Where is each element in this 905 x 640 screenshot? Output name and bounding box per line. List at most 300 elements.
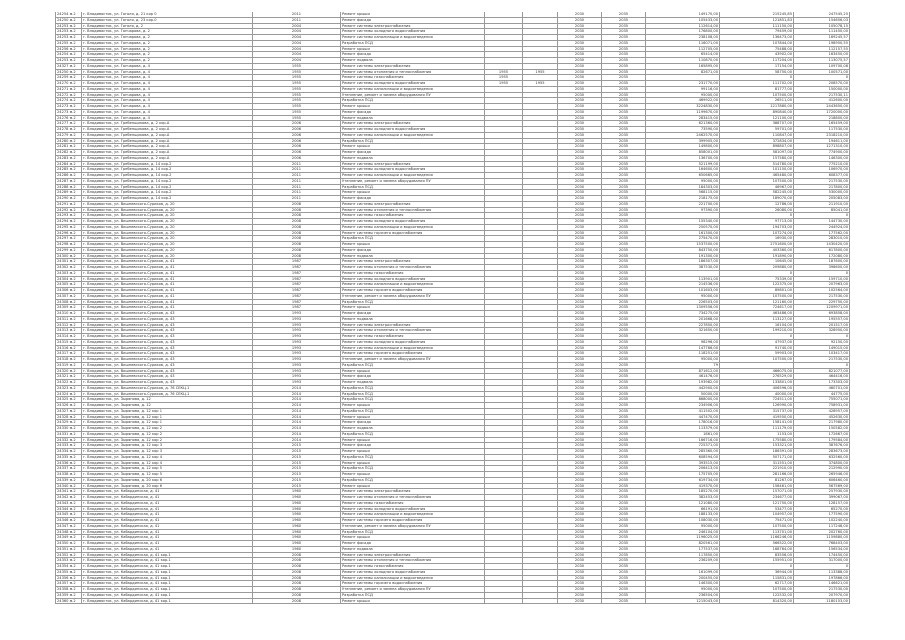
cell-cost-2: 62717,00 — [720, 581, 794, 587]
cell-address: г. Владивосток, ул. Гребенщикова, д. 2 кор.А — [82, 150, 253, 156]
cell-plan-end: 2035 — [602, 500, 646, 506]
cell-address: г. Владивосток, ул. Вишневского-Суриков, д. 43 — [82, 362, 253, 368]
cell-address: г. Владивосток, ул. Кабардинская, д. 41 — [82, 546, 253, 552]
cell-cost-3: 217530,00 — [794, 178, 850, 184]
cell-cost-1: 186307,00 — [646, 259, 720, 265]
cell-work-type: Ремонт системы канализации и водоотведения — [341, 575, 485, 581]
cell-cost-1: 621360,00 — [646, 121, 720, 127]
cell-address: г. Владивосток, ул. Гончарова, д. 4 — [82, 63, 253, 69]
cell-plan-end: 2035 — [602, 150, 646, 156]
cell-cost-1: 82671,00 — [646, 69, 720, 75]
cell-address: г. Владивосток, ул. Зырянова, д. 12 — [82, 403, 253, 409]
cell-cost-2: 121100,00 — [720, 115, 794, 121]
cell-plan-end: 2035 — [602, 299, 646, 305]
cell-plan-end: 2035 — [602, 12, 646, 17]
cell-plan-end: 2035 — [602, 270, 646, 276]
cell-address: г. Владивосток, ул. Гребенщикова, д. 2 кор.А — [82, 138, 253, 144]
cell-plan-start: 2030 — [558, 75, 602, 81]
cell-cost-2: 1166246,00 — [720, 535, 794, 541]
cell-year-built: 1987 — [253, 305, 341, 311]
cell-cost-2: 115831,00 — [720, 575, 794, 581]
cell-year-built: 2015 — [253, 443, 341, 449]
cell-address: г. Владивосток, ул. Гончарова, д. 4 — [82, 115, 253, 121]
cell-year-built: 1955 — [253, 109, 341, 115]
cell-cost-2: 107500,00 — [720, 178, 794, 184]
cell-address: г. Владивосток, ул. Зырянова, д. 12 кор 2 — [82, 431, 253, 437]
cell-address: г. Владивосток, ул. Кабардинская, д. 41 — [82, 495, 253, 501]
cell-cost-3: 244924,00 — [794, 224, 850, 230]
cell-cost-1: 149800,00 — [646, 144, 720, 150]
cell-address: г. Владивосток, ул. Гончарова, д. 2 — [82, 58, 253, 64]
cell-cost-2: 136473,00 — [720, 35, 794, 41]
cell-address: г. Владивосток, ул. Зырянова, д. 12 кор 1 — [82, 420, 253, 426]
cell-id: 24336 м.2 — [56, 460, 82, 466]
cell-cost-3: 2443650,00 — [794, 104, 850, 110]
cell-plan-end: 2035 — [602, 52, 646, 58]
cell-year-built: 2008 — [253, 569, 341, 575]
cell-cost-2: 403360,00 — [720, 247, 794, 253]
cell-id: 24329 м.2 — [56, 420, 82, 426]
cell-plan-start: 2030 — [558, 109, 602, 115]
cell-cost-3: 105078,15 — [794, 23, 850, 29]
cell-cost-2: 514780,00 — [720, 161, 794, 167]
cell-cost-1: 97390,00 — [646, 207, 720, 213]
cell-address: г. Владивосток, ул. Вишневского-Суриков, д. 43 — [82, 328, 253, 334]
cell-work-type: Ремонт подвала — [341, 546, 485, 552]
cell-cost-3: 217800,00 — [794, 184, 850, 190]
cell-work-type: Ремонт подвала — [341, 253, 485, 259]
cell-cost-3: 399067,00 — [794, 495, 850, 501]
cell-work-type: Ремонт системы электроснабжения — [341, 161, 485, 167]
cell-cost-1: 214536,00 — [646, 282, 720, 288]
cell-year-built: 2008 — [253, 564, 341, 570]
cell-work-type: Ремонт крыши — [341, 242, 485, 248]
cell-work-type: Ремонт системы отопления и теплоснабжения — [341, 495, 485, 501]
cell-work-type: Ремонт системы горячего водоснабжения — [341, 581, 485, 587]
cell-cost-2: 372834,00 — [720, 138, 794, 144]
cell-cost-1: 155340,00 — [646, 219, 720, 225]
cell-cost-3: 693858,00 — [794, 311, 850, 317]
cell-year-built: 2008 — [253, 558, 341, 564]
cell-work-type: Ремонт системы канализации и водоотведения — [341, 224, 485, 230]
cell-year-built: 2008 — [253, 207, 341, 213]
cell-cost-1: 146300,00 — [646, 581, 720, 587]
cell-id: 24254 м.2 — [56, 12, 82, 17]
cell-plan-end: 2035 — [602, 489, 646, 495]
cell-work-type: Ремонт системы электроснабжения — [341, 322, 485, 328]
cell-year-built: 2008 — [253, 242, 341, 248]
cell-id: 24345 м.2 — [56, 512, 82, 518]
cell-plan-end: 2035 — [602, 288, 646, 294]
cell-cost-3: 768403,00 — [794, 541, 850, 547]
cell-id: 24280 м.2 — [56, 138, 82, 144]
cell-plan-end: 2035 — [602, 385, 646, 391]
cell-plan-start: 2030 — [558, 414, 602, 420]
cell-cost-1: 95000,00 — [646, 293, 720, 299]
cell-year-built: 2011 — [253, 167, 341, 173]
cell-plan-start: 2030 — [558, 161, 602, 167]
cell-id: 24281 м.2 — [56, 144, 82, 150]
cell-work-type: Ремонт системы канализации и водоотведения — [341, 173, 485, 179]
cell-plan-end: 2035 — [602, 552, 646, 558]
cell-cost-2: 406596,00 — [720, 385, 794, 391]
cell-id: 24278 м.2 — [56, 127, 82, 133]
cell-plan-end: 2035 — [602, 121, 646, 127]
cell-cost-3: 229750,00 — [794, 299, 850, 305]
cell-plan-end: 2035 — [602, 75, 646, 81]
cell-cost-3: 0 — [794, 270, 850, 276]
cell-plan-start: 2030 — [558, 426, 602, 432]
cell-year-built: 1987 — [253, 276, 341, 282]
cell-work-type: Ремонт фасада — [341, 109, 485, 115]
cell-year-built: 2008 — [253, 598, 341, 604]
cell-year-built: 2006 — [253, 138, 341, 144]
cell-address: г. Владивосток, ул. Гончарова, д. 4 — [82, 104, 253, 110]
cell-work-type: Разработка ПСД — [341, 529, 485, 535]
cell-cost-3: 0 — [794, 75, 850, 81]
cell-plan-start: 2030 — [558, 219, 602, 225]
cell-cost-3: 208570,00 — [794, 81, 850, 87]
cell-cost-1: 95000,00 — [646, 357, 720, 363]
cell-plan-start: 2030 — [558, 558, 602, 564]
cell-cost-1: 176800,00 — [646, 29, 720, 35]
cell-plan-start: 2030 — [558, 334, 602, 340]
cell-plan-start: 2030 — [558, 569, 602, 575]
cell-year-built: 2015 — [253, 483, 341, 489]
cell-plan-start: 2030 — [558, 190, 602, 196]
cell-cost-1: 101603,00 — [646, 288, 720, 294]
cell-id: 24293 м.2 — [56, 213, 82, 219]
cell-plan-start: 2030 — [558, 58, 602, 64]
cell-work-type: Ремонт крыши — [341, 190, 485, 196]
cell-work-type: Ремонт системы электроснабжения — [341, 201, 485, 207]
cell-year-built: 2008 — [253, 575, 341, 581]
cell-id: 24338 м.2 — [56, 472, 82, 478]
cell-address: г. Владивосток, ул. Зырянова, д. 12 кор 3 — [82, 443, 253, 449]
cell-cost-2: 83556,00 — [720, 552, 794, 558]
cell-year-built: 2008 — [253, 587, 341, 593]
cell-address: г. Владивосток, ул. Зырянова, д. 12 — [82, 397, 253, 403]
cell-cost-2: 107844,00 — [720, 40, 794, 46]
cell-year-built: 1993 — [253, 322, 341, 328]
cell-id: 24288 м.2 — [56, 184, 82, 190]
cell-cost-2: 566522,00 — [720, 541, 794, 547]
cell-id: 24344 м.2 — [56, 506, 82, 512]
cell-plan-start: 2030 — [558, 397, 602, 403]
cell-plan-end: 2035 — [602, 132, 646, 138]
cell-cost-1: 419370,00 — [646, 483, 720, 489]
cell-plan-end: 2035 — [602, 575, 646, 581]
cell-address: г. Владивосток, ул. Вишневского-Суриков, д. 41 — [82, 293, 253, 299]
cell-cost-2: 155951,00 — [720, 558, 794, 564]
cell-plan-start: 2030 — [558, 104, 602, 110]
cell-year-built: 2014 — [253, 391, 341, 397]
cell-address: г. Владивосток, ул. Вишневского-Суриков, д. 20 — [82, 253, 253, 259]
cell-address: г. Владивосток, ул. Зырянова, д. 12 кор 4 — [82, 460, 253, 466]
cell-id: 24294 м.2 — [56, 219, 82, 225]
cell-cost-3: 113075,57 — [794, 58, 850, 64]
cell-year-built: 1993 — [253, 357, 341, 363]
cell-cost-2: 582245,00 — [720, 190, 794, 196]
cell-cost-2: 26080,00 — [720, 207, 794, 213]
cell-cost-2: 107500,00 — [720, 293, 794, 299]
cell-year-built: 1955 — [253, 86, 341, 92]
cell-address: г. Владивосток, ул. Вишневского-Суриков, д. 41 — [82, 288, 253, 294]
cell-work-type: Ремонт системы газоснабжения — [341, 564, 485, 570]
cell-cost-2: 315737,00 — [720, 408, 794, 414]
cell-cost-3: 144730,00 — [794, 219, 850, 225]
cell-work-type: Ремонт крыши — [341, 598, 485, 604]
cell-cost-2: 122375,00 — [720, 282, 794, 288]
cell-year-built: 2014 — [253, 414, 341, 420]
cell-year-built: 2014 — [253, 385, 341, 391]
cell-address: г. Владивосток, ул. Зырянова, д. 20 кор 6 — [82, 483, 253, 489]
cell-cost-3: 217530,00 — [794, 293, 850, 299]
cell-address: г. Владивосток, ул. Гоголя, д. 23 кор.0 — [82, 17, 253, 23]
cell-work-type: Ремонт крыши — [341, 449, 485, 455]
cell-plan-start: 2030 — [558, 247, 602, 253]
cell-plan-start: 2030 — [558, 265, 602, 271]
cell-plan-end: 2035 — [602, 466, 646, 472]
cell-year-b — [523, 598, 558, 604]
cell-year-built: 1960 — [253, 500, 341, 506]
cell-cost-3: 217530,11 — [794, 92, 850, 98]
cell-id: 24354 м.2 — [56, 564, 82, 570]
cell-cost-2: 111150,00 — [720, 23, 794, 29]
cell-address: г. Владивосток, ул. Вишневского-Суриков, д. 20 — [82, 236, 253, 242]
cell-plan-end: 2035 — [602, 334, 646, 340]
cell-cost-1: 619734,00 — [646, 477, 720, 483]
cell-cost-2: 463486,00 — [720, 311, 794, 317]
cell-cost-2: 419550,00 — [720, 414, 794, 420]
cell-cost-3: 464416,00 — [794, 374, 850, 380]
cell-cost-2: 168764,00 — [720, 546, 794, 552]
cell-cost-2: 47937,00 — [720, 339, 794, 345]
cell-year-built: 2006 — [253, 150, 341, 156]
cell-cost-3: 218800,00 — [794, 115, 850, 121]
cell-address: г. Владивосток, ул. Гребенщикова, д. 2 кор.А — [82, 155, 253, 161]
cell-id: 24292 м.2 — [56, 207, 82, 213]
cell-plan-start: 2030 — [558, 259, 602, 265]
cell-id: 24346 м.2 — [56, 518, 82, 524]
cell-plan-end: 2035 — [602, 311, 646, 317]
cell-plan-start: 2030 — [558, 477, 602, 483]
cell-address: г. Владивосток, ул. Кабардинская, д. 41 кор.1 — [82, 575, 253, 581]
cell-cost-3: 774900,00 — [794, 150, 850, 156]
cell-cost-1: 442900,00 — [646, 385, 720, 391]
cell-cost-1: 105433,00 — [646, 17, 720, 23]
cell-work-type: Ремонт крыши — [341, 460, 485, 466]
cell-cost-3: 617800,00 — [794, 247, 850, 253]
cell-cost-3: 65270,00 — [794, 506, 850, 512]
cell-cost-3: 567569,00 — [794, 483, 850, 489]
cell-id: 24348 м.2 — [56, 529, 82, 535]
cell-cost-3: 44775,00 — [794, 391, 850, 397]
cell-address: г. Владивосток, ул. Кабардинская, д. 41 — [82, 523, 253, 529]
cell-work-type: Ремонт крыши — [341, 46, 485, 52]
cell-address: г. Владивосток, ул. Гончарова, д. 2 — [82, 35, 253, 41]
cell-plan-start: 2030 — [558, 63, 602, 69]
cell-cost-1: 185270,00 — [646, 489, 720, 495]
cell-work-type: Ремонт системы холодного водоснабжения — [341, 127, 485, 133]
table-body — [56, 12, 850, 604]
cell-work-type: Ремонт подвала — [341, 155, 485, 161]
cell-work-type: Ремонт крыши — [341, 437, 485, 443]
cell-id: 24307 м.2 — [56, 293, 82, 299]
cell-address: г. Владивосток, ул. Гребенщикова, д. 14 кор.2 — [82, 196, 253, 202]
cell-plan-end: 2035 — [602, 230, 646, 236]
cell-id: 24332 м.2 — [56, 437, 82, 443]
cell-year-built: 2008 — [253, 224, 341, 230]
cell-plan-end: 2035 — [602, 558, 646, 564]
cell-cost-3: 212990,00 — [794, 466, 850, 472]
cell-cost-2: 53477,00 — [720, 506, 794, 512]
cell-plan-end: 2035 — [602, 35, 646, 41]
cell-plan-start: 2030 — [558, 98, 602, 104]
cell-cost-2: 281166,00 — [720, 472, 794, 478]
cell-year-built: 1960 — [253, 529, 341, 535]
cell-cost-3: 608377,00 — [794, 173, 850, 179]
cell-year-built: 2011 — [253, 161, 341, 167]
cell-cost-3: 2318210,00 — [794, 132, 850, 138]
cell-year-built: 2008 — [253, 247, 341, 253]
cell-address: г. Владивосток, ул. Гребенщикова, д. 2 кор.А — [82, 121, 253, 127]
cell-plan-end: 2035 — [602, 63, 646, 69]
cell-id: 24339 м.2 — [56, 477, 82, 483]
cell-plan-end: 2035 — [602, 86, 646, 92]
cell-cost-1: 200455,00 — [646, 575, 720, 581]
cell-cost-2: 0 — [720, 334, 794, 340]
cell-cost-1: 285360,00 — [646, 449, 720, 455]
cell-year-built: 1993 — [253, 316, 341, 322]
cell-work-type: Ремонт системы газоснабжения — [341, 75, 485, 81]
cell-year-built: 2008 — [253, 592, 341, 598]
cell-plan-start: 2030 — [558, 17, 602, 23]
cell-plan-start: 2030 — [558, 598, 602, 604]
cell-address: г. Владивосток, ул. Вишневского-Суриков, д. 43 — [82, 357, 253, 363]
cell-id: 24317 м.2 — [56, 351, 82, 357]
cell-plan-end: 2035 — [602, 598, 646, 604]
cell-plan-start: 2030 — [558, 374, 602, 380]
cell-year-built: 1987 — [253, 288, 341, 294]
cell-cost-2: 81267,00 — [720, 477, 794, 483]
cell-id: 24287 м.2 — [56, 178, 82, 184]
cell-cost-1: 166716,00 — [646, 437, 720, 443]
cell-work-type: Ремонт системы канализации и водоотведения — [341, 512, 485, 518]
cell-plan-start: 2030 — [558, 138, 602, 144]
cell-id: 24254 м.2 — [56, 52, 82, 58]
cell-cost-1: 95000,00 — [646, 587, 720, 593]
cell-plan-start: 2030 — [558, 357, 602, 363]
cell-cost-1: 1196025,00 — [646, 535, 720, 541]
cell-address: г. Владивосток, ул. Вишневского-Суриков, д. 41 — [82, 259, 253, 265]
cell-cost-2: 59903,00 — [720, 351, 794, 357]
cell-id: 24273 м.2 — [56, 109, 82, 115]
cell-plan-start: 2030 — [558, 282, 602, 288]
cell-cost-1: 236504,00 — [646, 592, 720, 598]
cell-work-type: Ремонт системы газоснабжения — [341, 500, 485, 506]
cell-plan-start: 2030 — [558, 144, 602, 150]
cell-address: г. Владивосток, ул. Вишневского-Суриков, д. 43 — [82, 339, 253, 345]
cell-cost-3: 0 — [794, 362, 850, 368]
cell-address: г. Владивосток, ул. Вишневского-Суриков, д. 20 — [82, 207, 253, 213]
cell-address: г. Владивосток, ул. Гребенщикова, д. 14 кор.2 — [82, 178, 253, 184]
cell-address: г. Владивосток, ул. Вишневского-Суриков, д. 20 — [82, 219, 253, 225]
cell-address: г. Владивосток, ул. Кабардинская, д. 41 — [82, 518, 253, 524]
cell-id: 24333 м.2 — [56, 443, 82, 449]
cell-cost-3: 100571,00 — [794, 69, 850, 75]
cell-year-built: 1993 — [253, 345, 341, 351]
cell-cost-3: 1180153,00 — [794, 598, 850, 604]
cell-cost-1: 188133,00 — [646, 512, 720, 518]
cell-cost-2: 36944,00 — [720, 569, 794, 575]
cell-address: г. Владивосток, ул. Вишневского-Суриков, д. 20 — [82, 242, 253, 248]
cell-plan-end: 2035 — [602, 23, 646, 29]
cell-cost-1: 238108,00 — [646, 35, 720, 41]
cell-cost-3: 156534,00 — [794, 546, 850, 552]
cell-plan-start: 2030 — [558, 466, 602, 472]
cell-work-type: Ремонт системы холодного водоснабжения — [341, 219, 485, 225]
cell-cost-2: 104957,00 — [720, 512, 794, 518]
cell-work-type: Разработка ПСД — [341, 385, 485, 391]
cell-year-built: 2014 — [253, 426, 341, 432]
cell-cost-2: 814320,00 — [720, 598, 794, 604]
cell-cost-3: 247545,25 — [794, 12, 850, 17]
cell-plan-end: 2035 — [602, 351, 646, 357]
cell-plan-start: 2030 — [558, 518, 602, 524]
cell-plan-end: 2035 — [602, 161, 646, 167]
cell-plan-start: 2030 — [558, 328, 602, 334]
cell-work-type: Ремонт системы холодного водоснабжения — [341, 339, 485, 345]
cell-work-type: Ремонт крыши — [341, 104, 485, 110]
cell-year-built: 2006 — [253, 155, 341, 161]
cell-plan-start: 2030 — [558, 385, 602, 391]
cell-cost-3: 102564,00 — [794, 288, 850, 294]
cell-year-built: 1993 — [253, 374, 341, 380]
cell-work-type: Ремонт фасада — [341, 541, 485, 547]
cell-work-type: Ремонт системы горячего водоснабжения — [341, 230, 485, 236]
cell-year-built: 1993 — [253, 339, 341, 345]
cell-address: г. Владивосток, ул. Зырянова, д. 20 кор 6 — [82, 477, 253, 483]
cell-id: 24356 м.2 — [56, 575, 82, 581]
cell-plan-start: 2030 — [558, 52, 602, 58]
cell-plan-end: 2035 — [602, 109, 646, 115]
cell-id: 24359 м.2 — [56, 592, 82, 598]
cell-plan-start: 2030 — [558, 35, 602, 41]
cell-plan-end: 2035 — [602, 437, 646, 443]
cell-cost-3: 758931,00 — [794, 403, 850, 409]
cell-cost-1: 161300,00 — [646, 230, 720, 236]
cell-plan-end: 2035 — [602, 46, 646, 52]
cell-plan-end: 2035 — [602, 454, 646, 460]
cell-address: г. Владивосток, ул. Гончарова, д. 2 — [82, 29, 253, 35]
cell-year-built: 1960 — [253, 535, 341, 541]
cell-cost-2: 189070,00 — [720, 196, 794, 202]
cell-cost-1: 871612,00 — [646, 368, 720, 374]
cell-cost-3: 128157,00 — [794, 500, 850, 506]
cell-plan-start: 2030 — [558, 12, 602, 17]
cell-id: 24285 м.2 — [56, 167, 82, 173]
cell-year-built: 2008 — [253, 552, 341, 558]
cell-cost-2: 89801,00 — [720, 288, 794, 294]
cell-work-type: Утепление, ремонт и замена оборудования ПУ — [341, 357, 485, 363]
cell-cost-2: 507171,00 — [720, 454, 794, 460]
cell-work-type: Утепление, ремонт и замена оборудования ПУ — [341, 92, 485, 98]
cell-address: г. Владивосток, ул. Вишневского-Суриков, д. 20 — [82, 224, 253, 230]
cell-year-built: 2015 — [253, 472, 341, 478]
cell-cost-3: 217530,00 — [794, 587, 850, 593]
cell-cost-2: 122532,00 — [720, 592, 794, 598]
